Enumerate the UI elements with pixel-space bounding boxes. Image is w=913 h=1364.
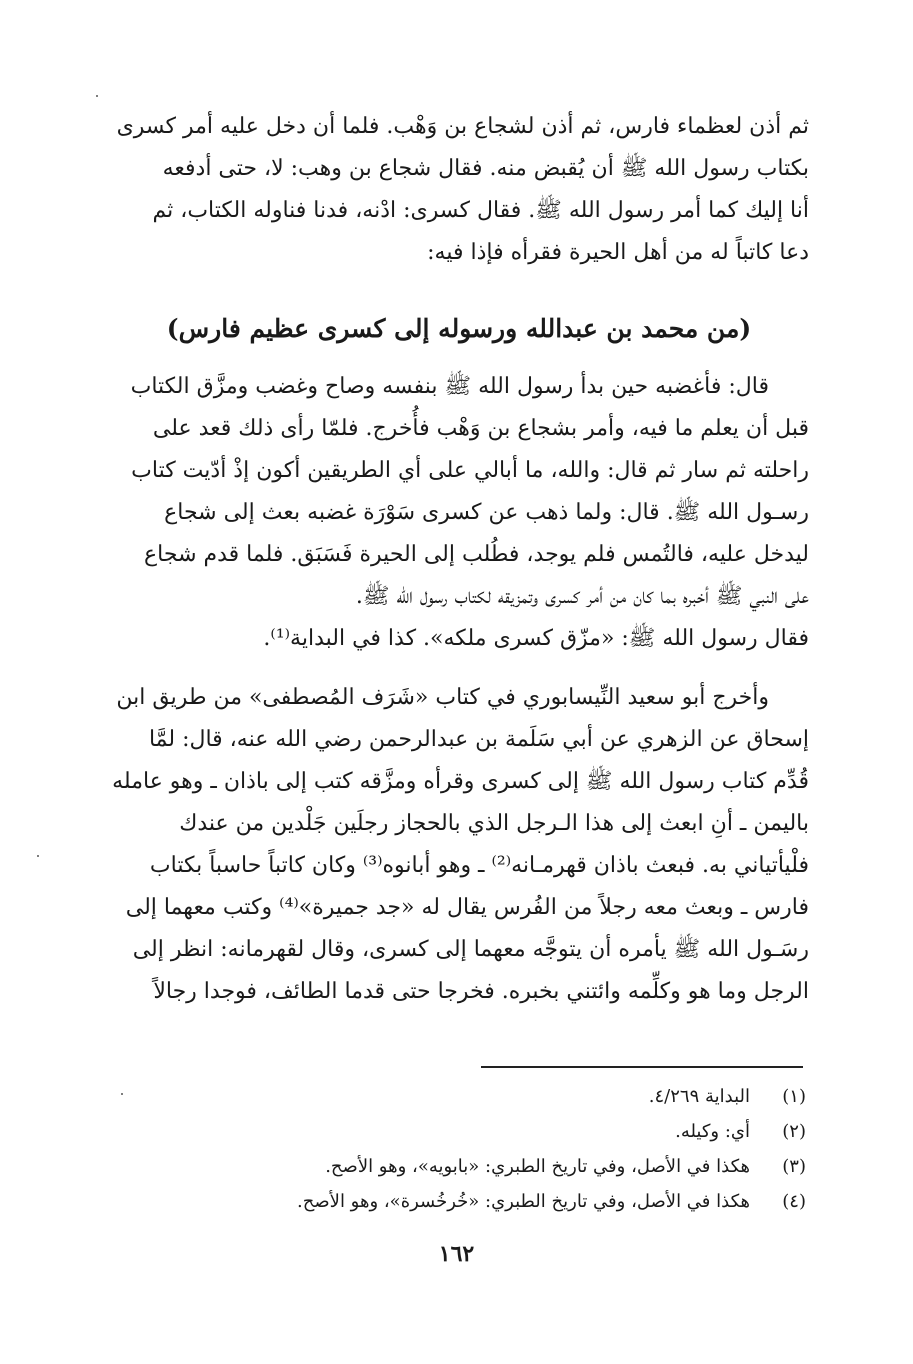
footnote-number: (٤) bbox=[782, 1191, 806, 1212]
paragraph-3 bbox=[109, 677, 809, 1013]
footnotes bbox=[156, 1079, 806, 1219]
footnote-number: (٣) bbox=[782, 1156, 806, 1177]
footnote-text: البداية ٤/٢٦٩. bbox=[648, 1086, 750, 1107]
paragraph-line: أنا إليك كما أمر رسول الله ﷺ. فقال كسرى: ادْنه، فدنا فناوله الكتاب، ثم bbox=[152, 198, 809, 223]
letter-heading: (من محمد بن عبدالله ورسوله إلى كسرى عظيم فارس) bbox=[166, 314, 752, 343]
footnote-number: (٢) bbox=[782, 1121, 806, 1142]
paragraph-line: على النبي ﷺ أخبره بما كان من أمر كسرى وتمزيقه لكتاب رسول الله ﷺ. bbox=[355, 584, 809, 609]
paragraph-line: باليمن ـ أنِ ابعث إلى هذا الـرجل الذي بالحجاز رجلَين جَلْدين من عندك bbox=[179, 811, 809, 836]
footnote-item bbox=[156, 1079, 806, 1114]
paragraph-line: رسـول الله ﷺ. قال: ولما ذهب عن كسرى سَوْرَة غضبه بعث إلى شجاع bbox=[164, 500, 809, 525]
paragraph-line: إسحاق عن الزهري عن أبي سَلَمة بن عبدالرحمن رضي الله عنه، قال: لمَّا bbox=[148, 727, 809, 752]
footnote-item bbox=[156, 1114, 806, 1149]
paragraph-line: قبل أن يعلم ما فيه، وأمر بشجاع بن وَهْب فأُخرج. فلمّا رأى ذلك قعد على bbox=[152, 416, 809, 441]
paragraph-line: قال: فأغضبه حين بدأ رسول الله ﷺ بنفسه وصاح وغضب ومزَّق الكتاب bbox=[130, 374, 769, 399]
paragraph-line: راحلته ثم سار ثم قال: والله، ما أبالي على أي الطريقين أكون إذْ أدّيت كتاب bbox=[131, 458, 809, 483]
footnote-number: (١) bbox=[782, 1086, 806, 1107]
paragraph-line: فلْيأتياني به. فبعث باذان قهرمـانه⁽²⁾ ـ وهو أبانوه⁽³⁾ وكان كاتباً حاسباً بكتاب bbox=[149, 853, 809, 878]
footnote-text: هكذا في الأصل، وفي تاريخ الطبري: «خُرخُسرة»، وهو الأصح. bbox=[297, 1191, 750, 1212]
footnote-text: أي: وكيله. bbox=[675, 1121, 750, 1142]
scan-speck bbox=[96, 95, 98, 97]
page-number: ١٦٢ bbox=[438, 1241, 475, 1267]
paragraph-line: وأخرج أبو سعيد النِّيسابوري في كتاب «شَرَف المُصطفى» من طريق ابن bbox=[116, 685, 769, 710]
paragraph-line: بكتاب رسول الله ﷺ أن يُقبض منه. فقال شجاع بن وهب: لا، حتى أدفعه bbox=[162, 156, 809, 181]
footnote-item bbox=[156, 1149, 806, 1184]
paragraph-2 bbox=[109, 366, 809, 660]
paragraph-line: فقال رسول الله ﷺ: «مزّق كسرى ملكه». كذا في البداية⁽¹⁾. bbox=[263, 626, 809, 651]
footnote-divider bbox=[481, 1066, 803, 1068]
footnote-item bbox=[156, 1184, 806, 1219]
paragraph-line: فارس ـ وبعث معه رجلاً من الفُرس يقال له «جد جميرة»⁽⁴⁾ وكتب معهما إلى bbox=[125, 895, 809, 920]
paragraph-1 bbox=[109, 106, 809, 274]
paragraph-line: دعا كاتباً له من أهل الحيرة فقرأه فإذا فيه: bbox=[427, 240, 809, 265]
footnote-text: هكذا في الأصل، وفي تاريخ الطبري: «بابويه»، وهو الأصح. bbox=[325, 1156, 750, 1177]
paragraph-line: الرجل وما هو وكلِّمه وائتني بخبره. فخرجا حتى قدما الطائف، فوجدا رجالاً bbox=[153, 979, 809, 1004]
paragraph-line: ليدخل عليه، فالتُمس فلم يوجد، فطُلب إلى الحيرة فَسَبَق. فلما قدم شجاع bbox=[144, 542, 809, 567]
paragraph-line: رسَـول الله ﷺ يأمره أن يتوجَّه معهما إلى كسرى، وقال لقهرمانه: انظر إلى bbox=[132, 937, 809, 962]
paragraph-line: قُدِّم كتاب رسول الله ﷺ إلى كسرى وقرأه ومزَّقه كتب إلى باذان ـ وهو عامله bbox=[112, 769, 809, 794]
scan-speck bbox=[121, 1093, 123, 1095]
paragraph-line: ثم أذن لعظماء فارس، ثم أذن لشجاع بن وَهْب. فلما أن دخل عليه أمر كسرى bbox=[116, 114, 809, 139]
scan-speck bbox=[37, 855, 39, 857]
